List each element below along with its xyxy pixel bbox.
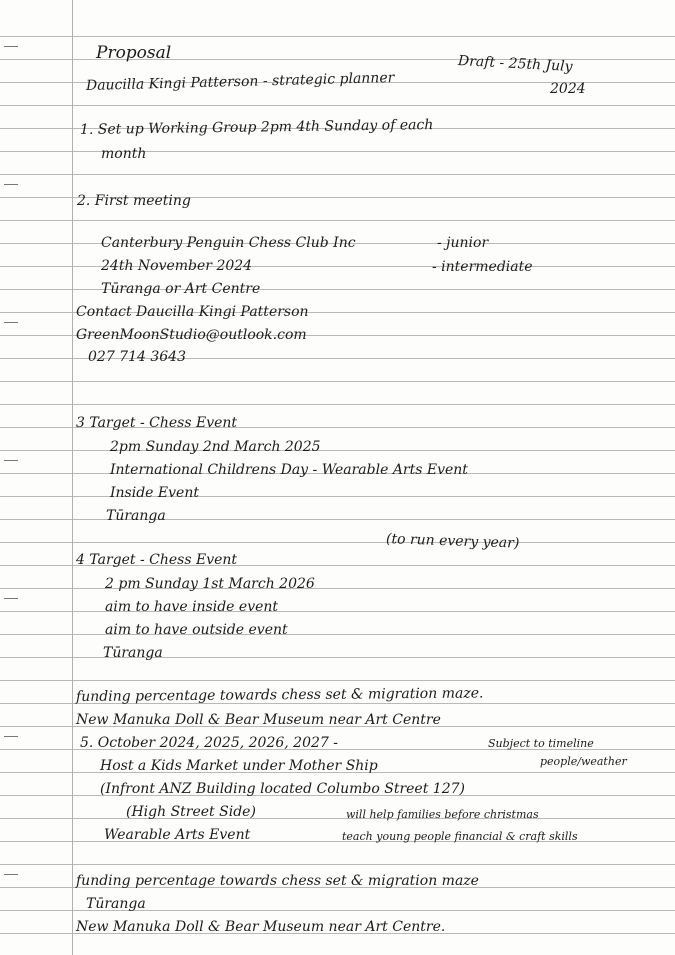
- item2-heading: 2. First meeting: [77, 193, 191, 209]
- ruled-line: [0, 588, 675, 589]
- item2-phone: 027 714 3643: [88, 349, 186, 365]
- margin-tick: [4, 46, 18, 47]
- item5-location: (Infront ANZ Building located Columbo Street 127): [100, 781, 465, 797]
- item5-teach-note: teach young people financial & craft skills: [342, 830, 578, 843]
- margin-tick: [4, 736, 18, 737]
- item2-date-note: - intermediate: [432, 259, 533, 275]
- ruled-line: [0, 36, 675, 37]
- margin-tick: [4, 184, 18, 185]
- funding2-museum: New Manuka Doll & Bear Museum near Art Centre.: [76, 919, 446, 935]
- funding1-museum: New Manuka Doll & Bear Museum near Art Centre: [76, 712, 441, 728]
- item4-heading: 4 Target - Chess Event: [76, 552, 238, 568]
- proposal-title: Proposal: [96, 43, 172, 63]
- item1-line1: 1. Set up Working Group 2pm 4th Sunday of each: [79, 117, 434, 138]
- ruled-line: [0, 220, 675, 221]
- author-line: Daucilla Kingi Patterson - strategic planner: [85, 69, 395, 94]
- item5-subject-note: Subject to timeline: [488, 737, 594, 750]
- item5-side: (High Street Side): [126, 804, 256, 820]
- funding2-venue: Tūranga: [86, 896, 146, 912]
- ruled-line: [0, 450, 675, 451]
- ruled-line: [0, 519, 675, 520]
- ruled-line: [0, 496, 675, 497]
- margin-line: [72, 0, 73, 955]
- item5-people-note: people/weather: [540, 755, 627, 768]
- item2-venue: Tūranga or Art Centre: [101, 281, 261, 297]
- ruled-line: [0, 657, 675, 658]
- margin-tick: [4, 598, 18, 599]
- ruled-line: [0, 174, 675, 175]
- item3-note: (to run every year): [385, 531, 520, 552]
- item2-email: GreenMoonStudio@outlook.com: [76, 327, 307, 343]
- ruled-line: [0, 404, 675, 405]
- item2-date: 24th November 2024: [101, 258, 253, 274]
- item5-years: 5. October 2024, 2025, 2026, 2027 -: [80, 735, 338, 751]
- item2-club-note: - junior: [437, 235, 489, 251]
- ruled-line: [0, 864, 675, 865]
- item5-market: Host a Kids Market under Mother Ship: [100, 758, 378, 774]
- item4-venue: Tūranga: [103, 645, 163, 661]
- item5-help-note: will help families before christmas: [346, 808, 539, 821]
- item2-club: Canterbury Penguin Chess Club Inc: [101, 235, 356, 251]
- item3-heading: 3 Target - Chess Event: [76, 415, 238, 431]
- item4-time: 2 pm Sunday 1st March 2026: [105, 576, 315, 592]
- item1-line2: month: [101, 146, 147, 162]
- draft-date: Draft - 25th July: [457, 53, 573, 75]
- funding2-line: funding percentage towards chess set & migration maze: [76, 873, 479, 889]
- draft-year: 2024: [550, 81, 586, 97]
- ruled-line: [0, 381, 675, 382]
- item3-time: 2pm Sunday 2nd March 2025: [110, 439, 321, 455]
- margin-tick: [4, 874, 18, 875]
- ruled-line: [0, 611, 675, 612]
- item2-contact: Contact Daucilla Kingi Patterson: [76, 304, 309, 320]
- item3-type: Inside Event: [110, 485, 199, 501]
- item4-aim-inside: aim to have inside event: [105, 599, 279, 615]
- item3-venue: Tūranga: [106, 508, 166, 524]
- ruled-line: [0, 105, 675, 106]
- ruled-line: [0, 680, 675, 681]
- item4-aim-outside: aim to have outside event: [105, 622, 288, 638]
- margin-tick: [4, 322, 18, 323]
- funding1-line: funding percentage towards chess set & migration maze.: [75, 685, 484, 705]
- item5-wearable: Wearable Arts Event: [104, 827, 251, 843]
- ruled-line: [0, 542, 675, 543]
- item3-event: International Childrens Day - Wearable Arts Event: [110, 462, 468, 478]
- ruled-line: [0, 634, 675, 635]
- ruled-line: [0, 818, 675, 819]
- margin-tick: [4, 460, 18, 461]
